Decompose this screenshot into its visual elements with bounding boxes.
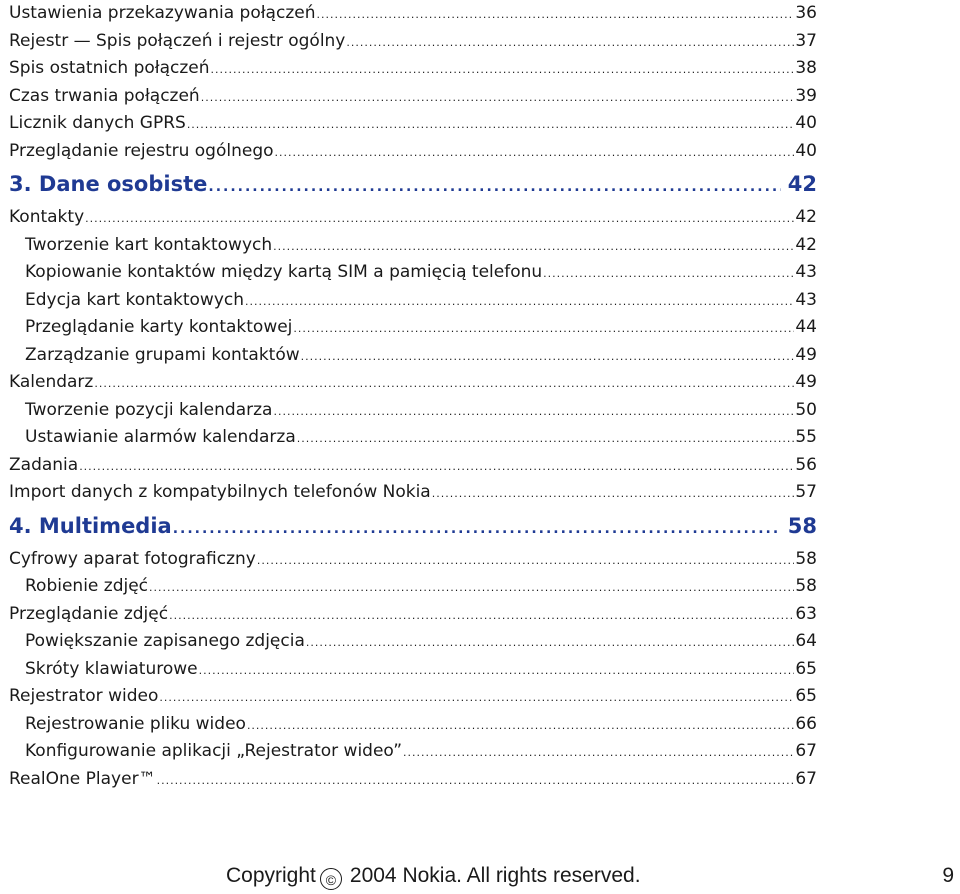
toc-dot-leader bbox=[316, 1, 794, 29]
table-of-contents bbox=[9, 0, 817, 793]
toc-entry-title: Rejestrator wideo bbox=[9, 686, 159, 706]
toc-entry[interactable] bbox=[9, 479, 817, 507]
toc-entry[interactable] bbox=[9, 573, 817, 601]
toc-entry[interactable] bbox=[9, 83, 817, 111]
toc-entry-page: 42 bbox=[795, 207, 817, 227]
toc-dot-leader bbox=[293, 315, 794, 343]
toc-entry-page: 36 bbox=[795, 3, 817, 23]
toc-entry-page: 50 bbox=[795, 399, 817, 420]
toc-dot-leader bbox=[297, 425, 795, 453]
toc-entry-title: Konfigurowanie aplikacji „Rejestrator wideo” bbox=[25, 741, 403, 761]
toc-entry-page: 43 bbox=[795, 289, 817, 310]
toc-entry-title: Czas trwania połączeń bbox=[9, 85, 200, 106]
toc-entry[interactable] bbox=[9, 452, 817, 480]
toc-entry-page: 63 bbox=[795, 603, 817, 624]
toc-entry-page: 67 bbox=[795, 741, 817, 761]
toc-dot-leader bbox=[201, 84, 795, 112]
toc-dot-leader bbox=[275, 139, 795, 167]
toc-entry-page: 56 bbox=[795, 454, 817, 475]
toc-entry-title: Zadania bbox=[9, 454, 79, 475]
toc-entry[interactable] bbox=[9, 28, 817, 56]
toc-chapter-heading[interactable] bbox=[9, 507, 817, 546]
toc-dot-leader bbox=[199, 657, 795, 685]
toc-entry[interactable] bbox=[9, 287, 817, 315]
toc-entry-title: Kalendarz bbox=[9, 372, 94, 392]
toc-entry[interactable] bbox=[9, 711, 817, 739]
toc-entry[interactable] bbox=[9, 656, 817, 684]
page-footer bbox=[0, 860, 960, 894]
toc-entry-title: Rejestrowanie pliku wideo bbox=[25, 713, 246, 734]
toc-entry[interactable] bbox=[9, 204, 817, 232]
toc-entry-title: Ustawienia przekazywania połączeń bbox=[9, 3, 316, 23]
toc-dot-leader bbox=[85, 205, 794, 233]
toc-dot-leader bbox=[257, 547, 794, 575]
toc-dot-leader bbox=[432, 480, 795, 508]
toc-entry-title: Ustawianie alarmów kalendarza bbox=[25, 427, 296, 447]
toc-dot-leader bbox=[169, 602, 794, 630]
toc-entry-title: Rejestr — Spis połączeń i rejestr ogólny bbox=[9, 30, 346, 51]
toc-entry-title: Robienie zdjęć bbox=[25, 576, 149, 596]
toc-dot-leader bbox=[247, 712, 794, 740]
toc-entry-title: RealOne Player™ bbox=[9, 768, 156, 789]
toc-entry-page: 65 bbox=[795, 686, 817, 706]
toc-dot-leader bbox=[301, 343, 795, 371]
toc-dot-leader bbox=[187, 111, 795, 139]
toc-entry[interactable] bbox=[9, 259, 817, 287]
toc-entry[interactable] bbox=[9, 342, 817, 370]
toc-entry-page: 39 bbox=[795, 85, 817, 106]
toc-entry[interactable] bbox=[9, 138, 817, 166]
toc-dot-leader bbox=[306, 629, 794, 657]
toc-entry-page: 43 bbox=[795, 262, 817, 282]
toc-entry-page: 57 bbox=[795, 482, 817, 502]
toc-entry-page: 58 bbox=[787, 513, 817, 538]
toc-entry-title: Przeglądanie zdjęć bbox=[9, 603, 169, 624]
toc-dot-leader bbox=[79, 453, 794, 481]
toc-entry[interactable] bbox=[9, 369, 817, 397]
toc-entry[interactable] bbox=[9, 628, 817, 656]
toc-entry[interactable] bbox=[9, 232, 817, 260]
toc-entry[interactable] bbox=[9, 55, 817, 83]
toc-dot-leader bbox=[211, 56, 795, 84]
toc-entry-page: 67 bbox=[795, 768, 817, 789]
toc-entry-title: Tworzenie kart kontaktowych bbox=[25, 234, 273, 255]
toc-dot-leader bbox=[403, 739, 794, 767]
toc-entry-page: 44 bbox=[795, 317, 817, 337]
toc-entry[interactable] bbox=[9, 601, 817, 629]
copyright-notice bbox=[226, 864, 641, 890]
toc-entry-page: 49 bbox=[795, 344, 817, 365]
toc-entry-page: 66 bbox=[795, 713, 817, 734]
toc-chapter-heading[interactable] bbox=[9, 165, 817, 204]
toc-entry-title: Kopiowanie kontaktów między kartą SIM a pamięcią telefonu bbox=[25, 262, 543, 282]
toc-entry-title: 3. Dane osobiste bbox=[9, 172, 208, 196]
toc-entry[interactable] bbox=[9, 766, 817, 794]
toc-entry-title: Przeglądanie karty kontaktowej bbox=[25, 317, 293, 337]
toc-entry-title: Cyfrowy aparat fotograficzny bbox=[9, 548, 256, 569]
toc-entry-page: 58 bbox=[795, 548, 817, 569]
toc-entry-page: 42 bbox=[787, 172, 817, 196]
toc-entry[interactable] bbox=[9, 683, 817, 711]
toc-dot-leader bbox=[273, 233, 794, 261]
toc-entry-page: 40 bbox=[795, 140, 817, 161]
toc-entry[interactable] bbox=[9, 424, 817, 452]
page-number: 9 bbox=[942, 864, 954, 887]
toc-entry-title: Import danych z kompatybilnych telefonów Nokia bbox=[9, 482, 431, 502]
toc-entry[interactable] bbox=[9, 546, 817, 574]
toc-entry-title: 4. Multimedia bbox=[9, 513, 172, 538]
toc-dot-leader bbox=[346, 29, 794, 57]
toc-entry-page: 55 bbox=[795, 427, 817, 447]
toc-entry-page: 40 bbox=[795, 113, 817, 133]
toc-entry[interactable] bbox=[9, 0, 817, 28]
toc-entry-page: 58 bbox=[795, 576, 817, 596]
toc-dot-leader bbox=[173, 510, 781, 549]
toc-entry-title: Skróty klawiaturowe bbox=[25, 658, 198, 679]
copyright-icon: © bbox=[320, 868, 342, 890]
toc-dot-leader bbox=[149, 574, 794, 602]
toc-entry-title: Licznik danych GPRS bbox=[9, 113, 186, 133]
toc-entry-page: 42 bbox=[795, 234, 817, 255]
toc-dot-leader bbox=[208, 168, 780, 207]
toc-dot-leader bbox=[157, 767, 795, 795]
copyright-prefix: Copyright bbox=[226, 864, 316, 887]
toc-entry-page: 64 bbox=[795, 631, 817, 651]
toc-entry-title: Spis ostatnich połączeń bbox=[9, 58, 210, 78]
toc-entry-page: 65 bbox=[795, 658, 817, 679]
copyright-text: 2004 Nokia. All rights reserved. bbox=[349, 864, 641, 887]
toc-dot-leader bbox=[245, 288, 794, 316]
toc-entry-page: 49 bbox=[795, 372, 817, 392]
toc-dot-leader bbox=[159, 684, 794, 712]
toc-entry[interactable] bbox=[9, 314, 817, 342]
toc-dot-leader bbox=[94, 370, 794, 398]
toc-dot-leader bbox=[273, 398, 794, 426]
toc-entry-title: Przeglądanie rejestru ogólnego bbox=[9, 140, 274, 161]
toc-entry[interactable] bbox=[9, 397, 817, 425]
toc-dot-leader bbox=[543, 260, 794, 288]
toc-entry-title: Powiększanie zapisanego zdjęcia bbox=[25, 631, 305, 651]
toc-entry-title: Tworzenie pozycji kalendarza bbox=[25, 399, 273, 420]
toc-entry[interactable] bbox=[9, 738, 817, 766]
toc-entry-title: Edycja kart kontaktowych bbox=[25, 289, 244, 310]
toc-entry-title: Kontakty bbox=[9, 207, 85, 227]
toc-entry-page: 38 bbox=[795, 58, 817, 78]
toc-entry[interactable] bbox=[9, 110, 817, 138]
toc-entry-page: 37 bbox=[795, 30, 817, 51]
toc-entry-title: Zarządzanie grupami kontaktów bbox=[25, 344, 300, 365]
